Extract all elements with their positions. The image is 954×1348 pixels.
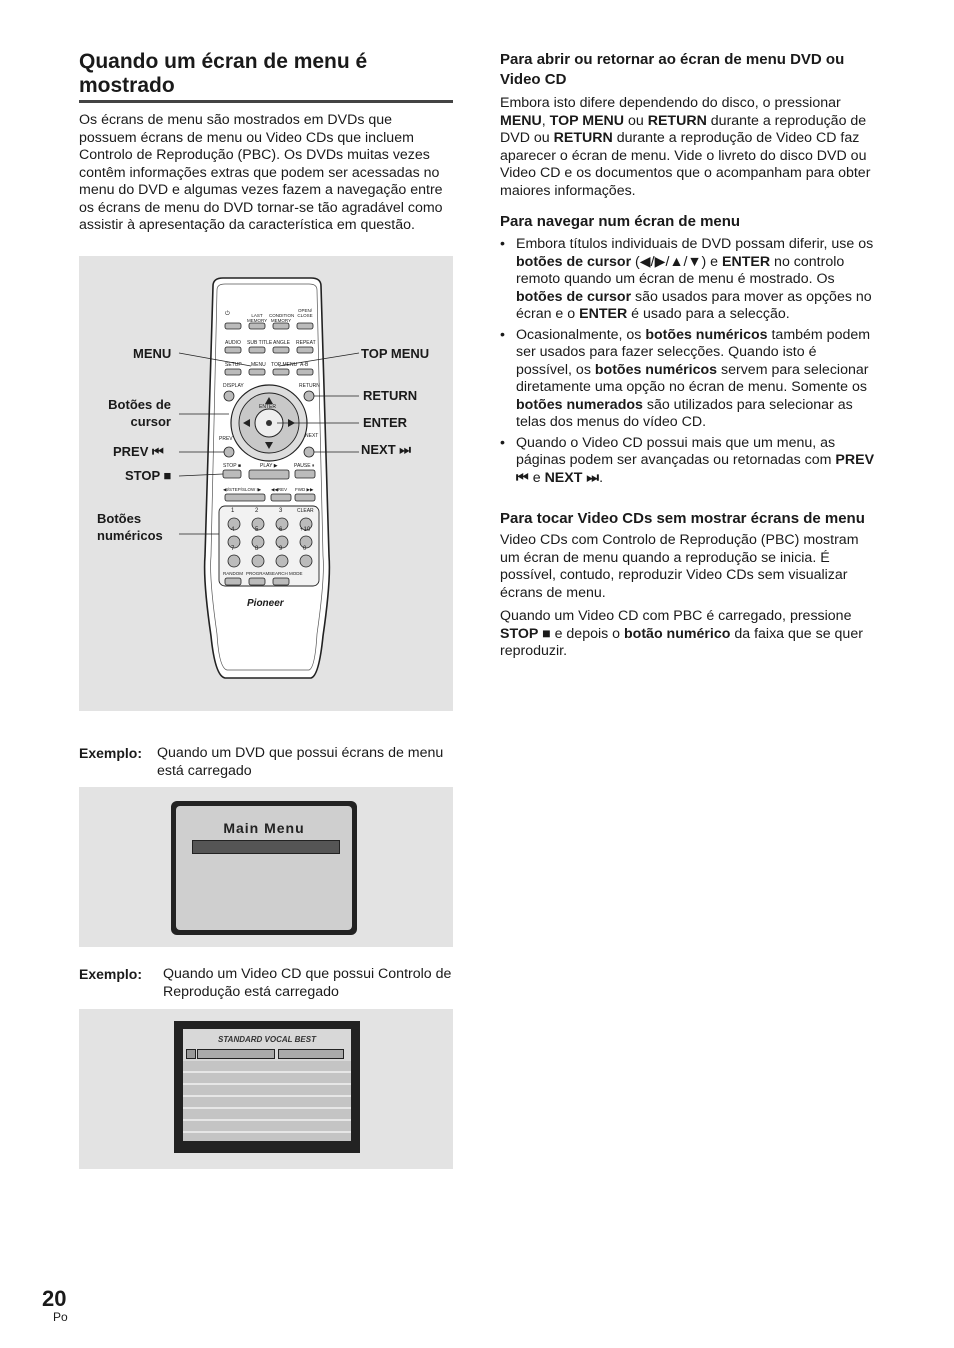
list-item [500, 327, 876, 432]
remote-digit-3: 3 [279, 508, 283, 514]
remote-pause-label: PAUSE ⏸ [294, 463, 315, 469]
b1-text-e: no controlo remoto quando um écran de menu é mostrado. Os [516, 253, 845, 287]
remote-program-label: PROGRAM [246, 571, 270, 576]
remote-random-label: RANDOM [223, 571, 243, 576]
menu-highlight-bar [192, 840, 340, 854]
remote-last-memory-label: LAST MEMORY [247, 313, 268, 323]
s3-text-c: e depois o [550, 625, 624, 642]
remote-digit-7: 7 [231, 546, 235, 552]
remote-return-label: RETURN [299, 383, 320, 389]
remote-menu-label: MENU [251, 362, 266, 368]
b1-text-i: é usado para a selecção. [627, 306, 790, 322]
section2-list [500, 236, 876, 487]
callout-cursor [99, 396, 171, 430]
remote-setup-label: SETUP [225, 362, 242, 368]
callout-stop: STOP ■ [125, 468, 172, 483]
remote-repeat-label: REPEAT [296, 340, 316, 346]
b1-bold-d: ENTER [722, 253, 771, 270]
s1-text-g: durante a reprodução de DVD ou [500, 112, 867, 146]
b3-text-e: . [599, 469, 604, 486]
b3-bold-d: NEXT ⏭ [544, 469, 600, 486]
remote-search-mode-label: SEARCH MODE [269, 571, 303, 576]
remote-digit-8: 8 [255, 546, 259, 552]
callout-numeric-line1: Botões [97, 511, 142, 526]
s1-menu-bold: MENU [500, 112, 542, 129]
remote-prev-label: PREV [219, 436, 233, 442]
remote-condition-memory-label: CONDITION MEMORY [269, 313, 295, 323]
example1-text: Quando um DVD que possui écrans de menu está carregado [157, 745, 444, 779]
remote-next-label: NEXT [305, 433, 319, 439]
remote-digit-1: 1 [231, 508, 235, 514]
s1-return2-bold: RETURN [553, 130, 613, 146]
tv-screen [176, 806, 352, 930]
b2-text-a: Ocasionalmente, os [516, 326, 646, 343]
remote-rev-label: ◀◀REV [271, 487, 288, 492]
b1-bold-b: botões de cursor [516, 253, 632, 270]
callout-prev: PREV ⏮ [113, 444, 164, 459]
title-rule [79, 100, 453, 103]
s1-text-c: , [541, 112, 550, 129]
remote-digit-6: 6 [279, 527, 283, 533]
remote-enter-label: ENTER [259, 404, 276, 410]
page-language: Po [53, 1310, 68, 1324]
page-title: Quando um écran de menu é mostrado [79, 50, 368, 97]
b3-text-a: Quando o Video CD possui mais que um menu, as páginas podem ser avançadas ou retornadas com [516, 434, 836, 468]
remote-power-label: ⏻ [225, 311, 230, 317]
b2-text-c: também podem ser usados para fazer selecções. Quando isto é possível, os [516, 326, 871, 378]
vcd-title: STANDARD VOCAL BEST [218, 1035, 316, 1044]
b2-bold-d: botões numéricos [594, 361, 718, 378]
callout-top-menu: TOP MENU [361, 346, 430, 361]
s3-text-a: Quando um Video CD com PBC é carregado, pressione [500, 608, 852, 624]
b1-text-a: Embora títulos individuais de DVD possam diferir, use os [516, 236, 874, 252]
s1-top-menu-bold: TOP MENU [549, 112, 625, 129]
intro-paragraph: Os écrans de menu são mostrados em DVDs que possuem écrans de menu ou Video CDs que incluem Controlo de Reprodução (PBC). Os DVDs muitas vezes contêm informações extras que podem ser acessadas no menu do DVD e algumas vezes fazem a navegação entre os écrans de menu do DVD tornar-se tão agradável como assistir à apresentação da característica em questão. [79, 112, 443, 233]
vcd-tab-1 [197, 1049, 275, 1059]
remote-stop-label: STOP ■ [223, 463, 241, 469]
section3-title: Para tocar Video CDs sem mostrar écrans de menu [500, 510, 865, 527]
remote-open-close-label: OPEN/ CLOSE [297, 308, 313, 318]
callout-return: RETURN [363, 388, 418, 403]
vcd-tab-2 [278, 1049, 344, 1059]
vcd-screen-frame [174, 1021, 360, 1153]
list-item [500, 435, 876, 488]
b2-bold-b: botões numéricos [645, 326, 768, 343]
callout-next: NEXT ⏭ [361, 442, 411, 457]
section1-paragraph [500, 95, 876, 200]
b2-text-e: servem para selecionar diretamente uma opção no écran de menu. Somente os [516, 361, 869, 395]
callout-numeric-line2: numéricos [97, 528, 163, 543]
remote-play-label: PLAY ▶ [260, 463, 278, 469]
b1-bold-h: ENTER [579, 306, 628, 322]
remote-digit-5: 5 [255, 527, 259, 533]
s1-text-e: ou [624, 112, 648, 129]
b1-bold-f: botões de cursor [516, 288, 632, 305]
list-item [500, 236, 876, 324]
callout-cursor-line1: Botões de [108, 397, 171, 412]
example1-label: Exemplo: [79, 745, 143, 761]
main-menu-title: Main Menu [223, 820, 305, 836]
callout-menu: MENU [133, 346, 172, 361]
page-number: 20 [42, 1286, 67, 1311]
section2-title: Para navegar num écran de menu [500, 213, 741, 230]
example2-text: Quando um Video CD que possui Controlo de Reprodução está carregado [163, 966, 452, 1000]
s3-stop-bold: STOP ■ [500, 625, 551, 642]
remote-digit-2: 2 [255, 508, 259, 514]
b3-bold-b: PREV ⏮ [516, 452, 875, 486]
vcd-track-list [183, 1061, 351, 1141]
s1-text-a: Embora isto difere dependendo do disco, o pressionar [500, 95, 841, 111]
remote-clear-label: CLEAR [297, 508, 314, 514]
section1-title: Para abrir ou retornar ao écran de menu DVD ou Video CD [500, 51, 845, 88]
s1-text-i: durante a reprodução de Video CD faz aparecer o écran de menu. Vide o livreto do disco DVD ou Video CD e os documentos que o acompanham para obter maiores informações. [500, 130, 871, 199]
remote-step-slow-label: ◀I/STEP/SLOW I▶ [223, 487, 262, 492]
callout-enter: ENTER [363, 415, 408, 430]
remote-subtitle-label: SUB TITLE [247, 340, 273, 346]
example2-label: Exemplo: [79, 966, 143, 982]
section3-paragraph1: Video CDs com Controlo de Reprodução (PBC) mostram um écran de menu quando a reprodução se inicia. É possível, contudo, reproduzir Video CDs sem visualizar écrans de menu. [500, 532, 859, 601]
section3-paragraph2 [500, 608, 876, 661]
callout-cursor-line2: cursor [130, 414, 171, 429]
vcd-menu-example-panel [79, 1009, 453, 1169]
s3-text-e: da faixa que se quer reproduzir. [500, 625, 863, 659]
s3-numeric-bold: botão numérico [624, 625, 731, 642]
tv-screen-frame [171, 801, 357, 935]
remote-angle-label: ANGLE [273, 340, 290, 346]
remote-digit-9: 9 [279, 546, 283, 552]
remote-top-menu-label: TOP MENU [271, 362, 298, 368]
remote-digit-0: 0 [303, 546, 307, 552]
b1-text-c: (◀/▶/▲/▼) e [631, 253, 723, 270]
callout-numeric [97, 510, 163, 544]
remote-fwd-label: FWD ▶▶ [295, 487, 314, 492]
right-column [500, 50, 876, 661]
remote-audio-label: AUDIO [225, 340, 241, 346]
b2-text-g: são utilizados para selecionar as telas dos menus do vídeo CD. [516, 396, 853, 430]
remote-ab-label: A-B [300, 362, 309, 368]
remote-digit-4: 4 [231, 527, 235, 533]
b1-text-g: são usados para mover as opções no écran e o [516, 288, 872, 322]
b3-text-c: e [528, 469, 545, 486]
s1-return-bold: RETURN [647, 112, 707, 129]
remote-display-label: DISPLAY [223, 383, 244, 389]
b2-bold-f: botões numerados [516, 396, 643, 413]
vcd-list-marker [186, 1049, 196, 1059]
remote-plus10-label: +10 [300, 527, 311, 533]
remote-illustration-panel [79, 256, 453, 711]
remote-brand-logo: Pioneer [247, 598, 284, 609]
vcd-screen [183, 1029, 351, 1141]
dvd-menu-example-panel [79, 787, 453, 947]
